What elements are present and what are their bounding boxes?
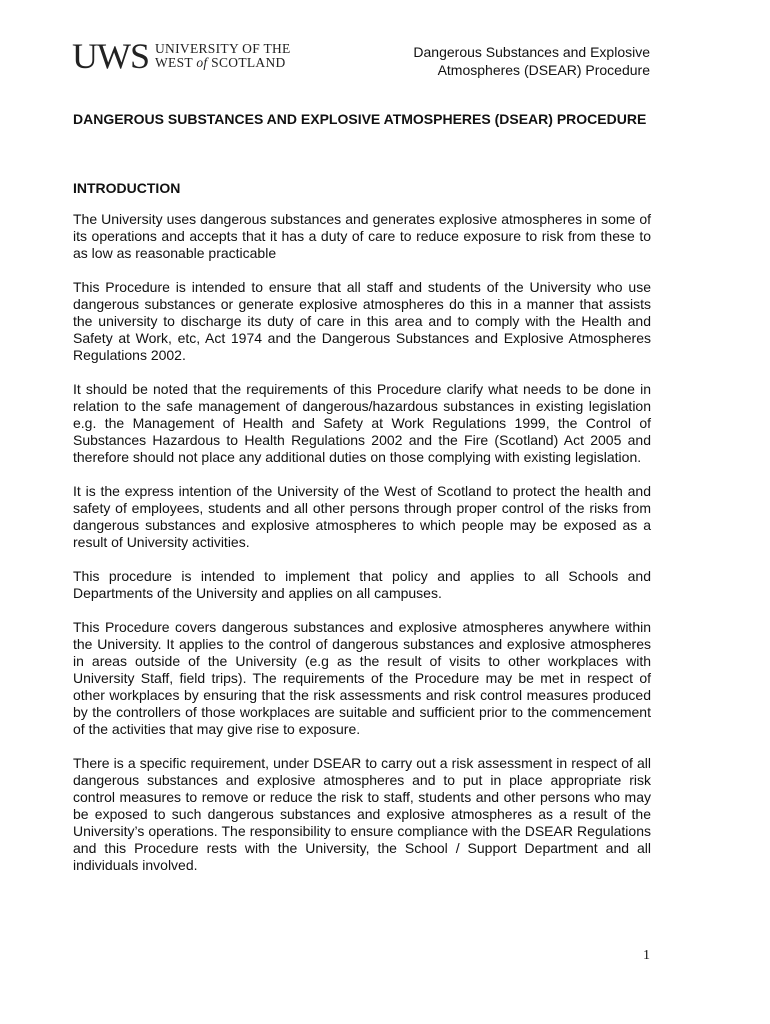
paragraph-4: It is the express intention of the University of the West of Scotland to protect the health and safety of employees, students and all other persons through proper control of the risks from dangerous substances and explosive atmospheres to which people may be exposed as a result of University activities. (73, 483, 651, 550)
running-header-line2: Atmospheres (DSEAR) Procedure (437, 62, 650, 78)
logo-line2-of: of (196, 55, 208, 70)
logo-mark: UWS (72, 36, 149, 76)
paragraph-1: The University uses dangerous substances and generates explosive atmospheres in some of its operations and accepts that it has a duty of care to reduce exposure to risk from these to as low as reasonable practicable (73, 211, 651, 261)
running-header (413, 43, 650, 79)
document-title: DANGEROUS SUBSTANCES AND EXPLOSIVE ATMOSPHERES (DSEAR) PROCEDURE (73, 111, 647, 127)
paragraph-3: It should be noted that the requirements of this Procedure clarify what needs to be done in relation to the safe management of dangerous/hazardous substances in existing legislation e.g. the Management of Health and Safety at Work Regulations 1999, the Control of Substances Hazardous to Health Regulations 2002 and the Fire (Scotland) Act 2005 and therefore should not place any additional duties on those complying with existing legislation. (73, 381, 651, 465)
page-number: 1 (643, 948, 650, 963)
paragraph-5: This procedure is intended to implement that policy and applies to all Schools and Departments of the University and applies on all campuses. (73, 568, 651, 601)
paragraph-6: This Procedure covers dangerous substances and explosive atmospheres anywhere within the University. It applies to the control of dangerous substances and explosive atmospheres in areas outside of the University (e.g as the result of visits to other workplaces with University Staff, field trips). The requirements of the Procedure may be met in respect of other workplaces by ensuring that the risk assessments and risk control measures produced by the controllers of those workplaces are suitable and sufficient prior to the commencement of the activities that may give rise to exposure. (73, 619, 651, 737)
logo-line1: UNIVERSITY OF THE (155, 41, 291, 56)
paragraph-2: This Procedure is intended to ensure that all staff and students of the University who use dangerous substances or generate explosive atmospheres do this in a manner that assists the university to discharge its duty of care in this area and to comply with the Health and Safety at Work, etc, Act 1974 and the Dangerous Substances and Explosive Atmospheres Regulations 2002. (73, 279, 651, 363)
logo-line2-b: SCOTLAND (207, 55, 286, 70)
section-heading-introduction: INTRODUCTION (73, 180, 181, 196)
running-header-line1: Dangerous Substances and Explosive (413, 44, 650, 60)
logo-line2-a: WEST (155, 55, 197, 70)
logo-wordmark (155, 42, 291, 70)
uws-logo (72, 36, 291, 76)
body-text (73, 211, 651, 891)
paragraph-7: There is a specific requirement, under DSEAR to carry out a risk assessment in respect of all dangerous substances and explosive atmospheres and to put in place appropriate risk control measures to remove or reduce the risk to staff, students and other persons who may be exposed to such dangerous substances and explosive atmospheres as a result of the University’s operations. The responsibility to ensure compliance with the DSEAR Regulations and this Procedure rests with the University, the School / Support Department and all individuals involved. (73, 755, 651, 873)
